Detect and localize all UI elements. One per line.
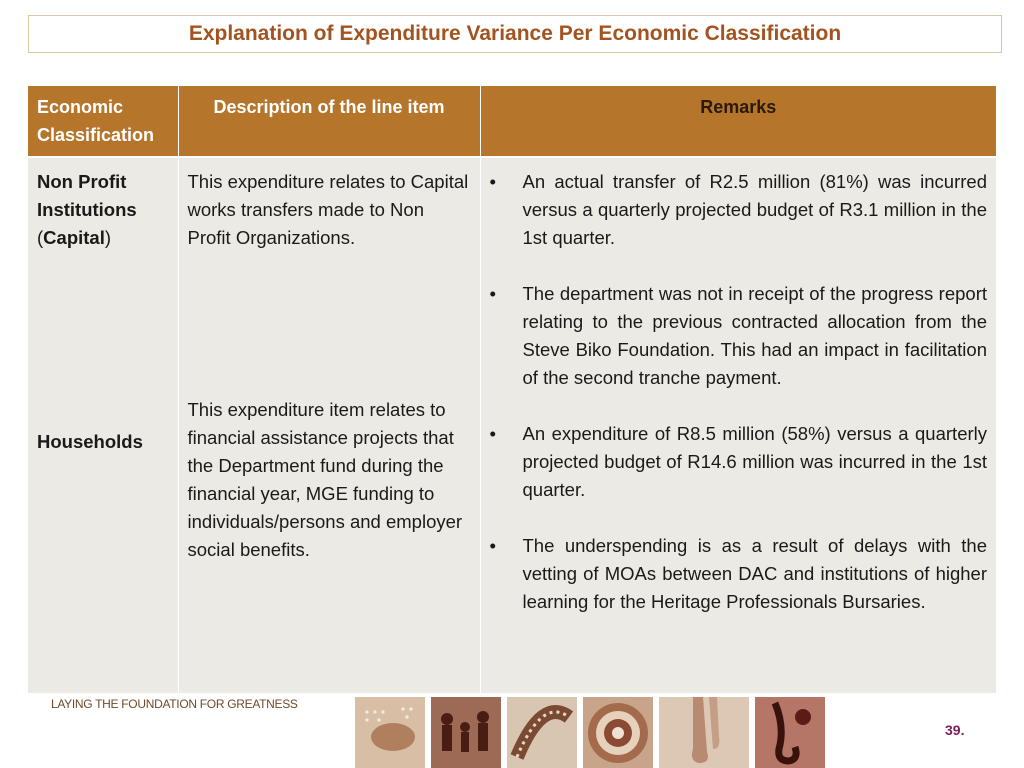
header-remarks: Remarks — [480, 86, 996, 157]
bullet-icon: • — [489, 535, 496, 556]
photo-ballet-icon — [659, 697, 749, 768]
bullet-icon: • — [489, 423, 496, 444]
page-number: 39. — [945, 722, 965, 738]
remark-text: An expenditure of R8.5 million (58%) versus a quarterly projected budget of R14.6 million was incurred in the 1st quarter. — [522, 423, 987, 500]
photo-saxophone-icon — [755, 697, 825, 768]
list-item — [490, 280, 988, 392]
list-item — [490, 532, 988, 616]
page-title: Explanation of Expenditure Variance Per Economic Classification — [188, 22, 842, 45]
classification-households: Households — [37, 431, 143, 452]
paren-close: ) — [104, 227, 112, 248]
photo-family-icon — [431, 697, 501, 768]
description-households: This expenditure item relates to financial assistance projects that the Department fund during the financial year, MGE funding to individuals/persons and employer social benefits. — [187, 399, 463, 560]
classification-label: Non Profit Institutions — [37, 171, 137, 220]
classification-capital: Capital — [43, 227, 105, 248]
footer-tagline: LAYING THE FOUNDATION FOR GREATNESS — [51, 697, 298, 711]
remark-text: The underspending is as a result of delays with the vetting of MOAs between DAC and institutions of higher learning for the Heritage Professionals Bursaries. — [522, 535, 987, 612]
classification-cell — [28, 157, 178, 693]
header-classification: Economic Classification — [28, 86, 178, 157]
header-description: Description of the line item — [178, 86, 480, 157]
table-header-row — [28, 86, 996, 157]
table-row — [28, 157, 996, 693]
list-item — [490, 168, 988, 252]
description-cell — [178, 157, 480, 693]
description-non-profit: This expenditure relates to Capital works transfers made to Non Profit Organizations. — [187, 171, 469, 248]
photo-beadwork-icon — [583, 697, 653, 768]
remark-text: An actual transfer of R2.5 million (81%) was incurred versus a quarterly projected budget of R3.1 million in the 1st quarter. — [522, 171, 987, 248]
remarks-cell — [480, 157, 996, 693]
list-item — [490, 420, 988, 504]
bullet-icon: • — [489, 283, 496, 304]
remarks-list — [490, 168, 988, 616]
photo-film-reel-icon — [507, 697, 577, 768]
title-box — [28, 15, 1002, 53]
bullet-icon: • — [489, 171, 496, 192]
paren-open: ( — [37, 227, 44, 248]
photo-braille-hands-icon — [355, 697, 425, 768]
expenditure-table — [28, 86, 996, 693]
classification-non-profit — [37, 168, 169, 252]
remark-text: The department was not in receipt of the progress report relating to the previous contracted allocation from the Steve Biko Foundation. This had an impact in facilitation of the second tranche payment. — [522, 283, 987, 388]
